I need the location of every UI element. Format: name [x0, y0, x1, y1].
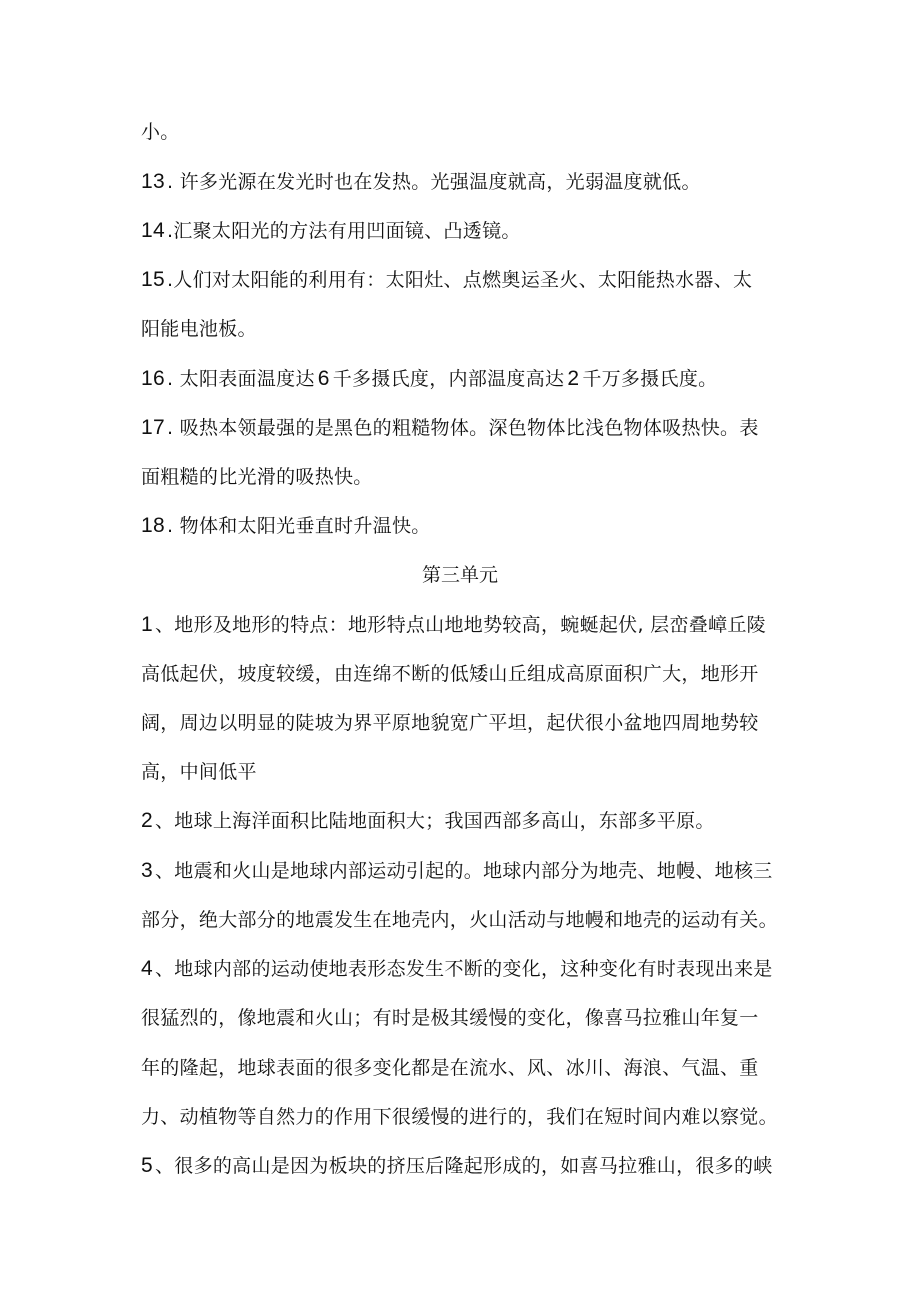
text-line	[141, 708, 801, 738]
list-item-5	[141, 1151, 801, 1181]
item-number: 17	[141, 416, 165, 439]
line-text: 、地震和火山是地球内部运动引起的。地球内部分为地壳、地幔、地核三	[154, 860, 773, 882]
line-text: .人们对太阳能的利用有：太阳灶、点燃奥运圣火、太阳能热水器、太	[166, 269, 753, 291]
line-text: 面粗糙的比光滑的吸热快。	[141, 466, 373, 488]
list-item-17	[141, 413, 801, 443]
item-number: 3	[141, 859, 153, 882]
list-item-4	[141, 954, 801, 984]
list-item-14	[141, 216, 801, 246]
inline-number: 6	[317, 367, 330, 390]
line-text: 、地形及地形的特点：地形特点山地地势较高，蜿蜒起伏, 层峦叠嶂丘陵	[154, 614, 766, 636]
text-line	[141, 1102, 801, 1132]
list-item-15	[141, 265, 801, 295]
line-text: 千万多摄氏度。	[582, 368, 718, 390]
item-number: 1	[141, 613, 153, 636]
text-line	[141, 905, 801, 935]
list-item-1	[141, 610, 801, 640]
list-item-13	[141, 167, 801, 197]
text-line	[141, 1053, 801, 1083]
line-text: 、地球内部的运动使地表形态发生不断的变化，这种变化有时表现出来是	[154, 958, 773, 980]
line-text: 千多摄氏度，内部温度高达	[332, 368, 565, 390]
line-text: .汇聚太阳光的方法有用凹面镜、凸透镜。	[166, 220, 521, 242]
item-number: 14	[141, 219, 165, 242]
line-text: 高，中间低平	[141, 761, 257, 783]
line-text: 阔，周边以明显的陡坡为界平原地貌宽广平坦，起伏很小盆地四周地势较	[141, 712, 759, 734]
line-text: 、地球上海洋面积比陆地面积大；我国西部多高山，东部多平原。	[154, 810, 715, 832]
item-number: 13	[141, 170, 165, 193]
item-number: 2	[141, 809, 153, 832]
text-line	[141, 757, 801, 787]
line-text: 高低起伏，坡度较缓，由连绵不断的低矮山丘组成高原面积广大，地形开	[141, 663, 759, 685]
line-text: 力、动植物等自然力的作用下很缓慢的进行的，我们在短时间内难以察觉。	[141, 1106, 778, 1128]
line-text: 很猛烈的，像地震和火山；有时是极其缓慢的变化，像喜马拉雅山年复一	[141, 1007, 759, 1029]
section-heading: 第三单元	[421, 564, 498, 586]
item-number: 18	[141, 514, 165, 537]
line-text: 小。	[141, 121, 180, 143]
line-text: . 许多光源在发光时也在发热。光强温度就高，光弱温度就低。	[166, 171, 701, 193]
text-line	[141, 659, 801, 689]
text-line	[141, 462, 801, 492]
item-number: 16	[141, 367, 165, 390]
line-text: . 物体和太阳光垂直时升温快。	[166, 515, 431, 537]
line-text: 、很多的高山是因为板块的挤压后隆起形成的，如喜马拉雅山，很多的峡	[154, 1155, 773, 1177]
text-line	[141, 1003, 801, 1033]
list-item-16	[141, 364, 801, 394]
line-text: . 吸热本领最强的是黑色的粗糙物体。深色物体比浅色物体吸热快。表	[166, 417, 759, 439]
line-text: . 太阳表面温度达	[166, 368, 315, 390]
text-line	[141, 117, 801, 147]
item-number: 15	[141, 268, 165, 291]
list-item-18	[141, 511, 801, 541]
list-item-3	[141, 856, 801, 886]
line-text: 阳能电池板。	[141, 318, 257, 340]
item-number: 4	[141, 957, 153, 980]
text-line	[141, 314, 801, 344]
line-text: 年的隆起，地球表面的很多变化都是在流水、风、冰川、海浪、气温、重	[141, 1057, 759, 1079]
line-text: 部分，绝大部分的地震发生在地壳内，火山活动与地幔和地壳的运动有关。	[141, 909, 778, 931]
item-number: 5	[141, 1154, 153, 1177]
list-item-2	[141, 806, 801, 836]
inline-number: 2	[567, 367, 580, 390]
